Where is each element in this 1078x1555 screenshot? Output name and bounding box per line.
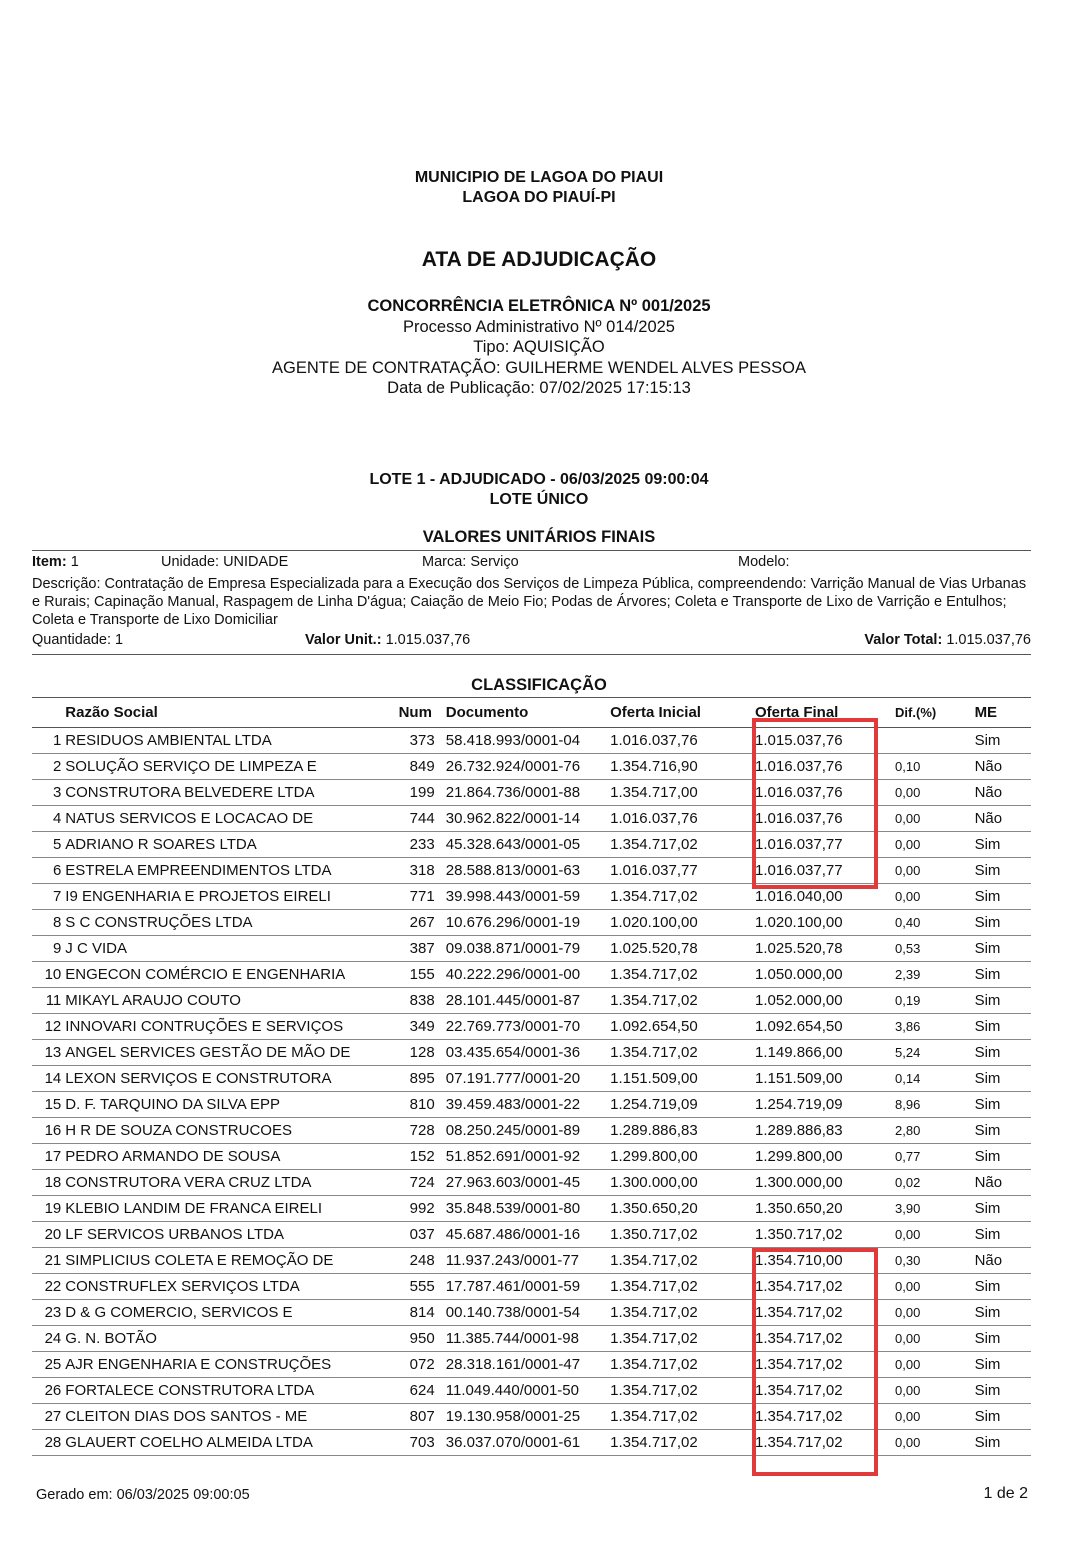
- row-oferta-final: 1.016.037,76: [753, 754, 895, 780]
- col-oferta-inicial: Oferta Inicial: [610, 698, 753, 728]
- row-position: 2: [32, 754, 61, 780]
- row-documento: 00.140.738/0001-54: [446, 1300, 610, 1326]
- row-oferta-inicial: 1.354.717,02: [610, 1300, 753, 1326]
- row-razao-social: D. F. TARQUINO DA SILVA EPP: [61, 1092, 398, 1118]
- row-razao-social: SOLUÇÃO SERVIÇO DE LIMPEZA E: [61, 754, 398, 780]
- row-position: 17: [32, 1144, 61, 1170]
- row-position: 20: [32, 1222, 61, 1248]
- row-oferta-inicial: 1.092.654,50: [610, 1014, 753, 1040]
- row-razao-social: RESIDUOS AMBIENTAL LTDA: [61, 728, 398, 754]
- row-position: 28: [32, 1430, 61, 1456]
- row-razao-social: I9 ENGENHARIA E PROJETOS EIRELI: [61, 884, 398, 910]
- row-razao-social: CONSTRUTORA BELVEDERE LTDA: [61, 780, 398, 806]
- row-dif: [895, 728, 965, 754]
- row-dif: 0,77: [895, 1144, 965, 1170]
- row-num: 373: [399, 728, 446, 754]
- lote-title: LOTE 1 - ADJUDICADO - 06/03/2025 09:00:04: [369, 471, 709, 488]
- row-razao-social: GLAUERT COELHO ALMEIDA LTDA: [61, 1430, 398, 1456]
- table-row: [32, 1092, 1031, 1118]
- table-header-row: [32, 698, 1031, 728]
- row-dif: 0,02: [895, 1170, 965, 1196]
- row-oferta-final: 1.300.000,00: [753, 1170, 895, 1196]
- table-row: [32, 936, 1031, 962]
- item-values: [32, 632, 1031, 650]
- row-oferta-inicial: 1.354.717,02: [610, 1274, 753, 1300]
- row-oferta-inicial: 1.350.717,02: [610, 1222, 753, 1248]
- row-dif: 3,90: [895, 1196, 965, 1222]
- row-dif: 0,19: [895, 988, 965, 1014]
- col-dif: Dif.(%): [895, 698, 965, 728]
- row-dif: 0,00: [895, 780, 965, 806]
- row-position: 15: [32, 1092, 61, 1118]
- row-documento: 21.864.736/0001-88: [446, 780, 610, 806]
- row-position: 19: [32, 1196, 61, 1222]
- row-dif: 3,86: [895, 1014, 965, 1040]
- row-oferta-final: 1.025.520,78: [753, 936, 895, 962]
- row-me: Sim: [965, 1014, 1031, 1040]
- row-me: Sim: [965, 1144, 1031, 1170]
- row-documento: 30.962.822/0001-14: [446, 806, 610, 832]
- table-row: [32, 1040, 1031, 1066]
- row-oferta-final: 1.149.866,00: [753, 1040, 895, 1066]
- col-position: [32, 698, 61, 728]
- row-oferta-inicial: 1.016.037,76: [610, 728, 753, 754]
- row-dif: 0,00: [895, 1274, 965, 1300]
- row-razao-social: ADRIANO R SOARES LTDA: [61, 832, 398, 858]
- row-razao-social: CONSTRUFLEX SERVIÇOS LTDA: [61, 1274, 398, 1300]
- table-row: [32, 884, 1031, 910]
- row-num: 810: [399, 1092, 446, 1118]
- row-position: 10: [32, 962, 61, 988]
- unit-value-label: Valor Unit.:: [305, 632, 382, 648]
- row-num: 849: [399, 754, 446, 780]
- row-position: 27: [32, 1404, 61, 1430]
- row-razao-social: ENGECON COMÉRCIO E ENGENHARIA: [61, 962, 398, 988]
- row-documento: 17.787.461/0001-59: [446, 1274, 610, 1300]
- col-me: ME: [965, 698, 1031, 728]
- municipality-header: [0, 168, 1078, 208]
- row-me: Não: [965, 754, 1031, 780]
- row-razao-social: CONSTRUTORA VERA CRUZ LTDA: [61, 1170, 398, 1196]
- row-documento: 26.732.924/0001-76: [446, 754, 610, 780]
- row-num: 318: [399, 858, 446, 884]
- col-razao-social: Razão Social: [61, 698, 398, 728]
- row-razao-social: SIMPLICIUS COLETA E REMOÇÃO DE: [61, 1248, 398, 1274]
- row-me: Sim: [965, 1352, 1031, 1378]
- row-position: 9: [32, 936, 61, 962]
- row-oferta-inicial: 1.016.037,76: [610, 806, 753, 832]
- row-dif: 0,00: [895, 1404, 965, 1430]
- row-razao-social: H R DE SOUZA CONSTRUCOES: [61, 1118, 398, 1144]
- row-me: Não: [965, 1170, 1031, 1196]
- row-oferta-final: 1.354.710,00: [753, 1248, 895, 1274]
- row-me: Sim: [965, 858, 1031, 884]
- row-num: 072: [399, 1352, 446, 1378]
- row-num: 152: [399, 1144, 446, 1170]
- item-quantity: Quantidade: 1: [32, 632, 124, 648]
- row-dif: 5,24: [895, 1040, 965, 1066]
- row-oferta-final: 1.016.037,77: [753, 832, 895, 858]
- row-oferta-inicial: 1.354.717,02: [610, 884, 753, 910]
- row-oferta-inicial: 1.354.716,90: [610, 754, 753, 780]
- process-info: [0, 296, 1078, 399]
- row-num: 703: [399, 1430, 446, 1456]
- row-documento: 11.937.243/0001-77: [446, 1248, 610, 1274]
- row-documento: 08.250.245/0001-89: [446, 1118, 610, 1144]
- row-oferta-inicial: 1.354.717,00: [610, 780, 753, 806]
- publication-date: Data de Publicação: 07/02/2025 17:15:13: [387, 379, 691, 397]
- row-dif: 2,39: [895, 962, 965, 988]
- row-dif: 0,30: [895, 1248, 965, 1274]
- row-documento: 22.769.773/0001-70: [446, 1014, 610, 1040]
- row-me: Sim: [965, 832, 1031, 858]
- row-dif: 0,00: [895, 1300, 965, 1326]
- row-num: 895: [399, 1066, 446, 1092]
- item-number: [32, 554, 79, 570]
- table-row: [32, 1300, 1031, 1326]
- agente-line: AGENTE DE CONTRATAÇÃO: GUILHERME WENDEL ALVES PESSOA: [272, 358, 806, 377]
- row-oferta-final: 1.354.717,02: [753, 1378, 895, 1404]
- row-razao-social: LEXON SERVIÇOS E CONSTRUTORA: [61, 1066, 398, 1092]
- row-dif: 0,00: [895, 884, 965, 910]
- row-razao-social: ESTRELA EMPREENDIMENTOS LTDA: [61, 858, 398, 884]
- city-name: LAGOA DO PIAUÍ-PI: [462, 189, 616, 206]
- total-value-label: Valor Total:: [864, 632, 943, 648]
- row-num: 814: [399, 1300, 446, 1326]
- row-num: 349: [399, 1014, 446, 1040]
- row-me: Sim: [965, 1196, 1031, 1222]
- item-unidade: Unidade: UNIDADE: [161, 554, 289, 570]
- row-num: 155: [399, 962, 446, 988]
- row-oferta-inicial: 1.350.650,20: [610, 1196, 753, 1222]
- row-position: 16: [32, 1118, 61, 1144]
- row-dif: 0,53: [895, 936, 965, 962]
- row-num: 233: [399, 832, 446, 858]
- row-razao-social: G. N. BOTÃO: [61, 1326, 398, 1352]
- row-documento: 35.848.539/0001-80: [446, 1196, 610, 1222]
- row-me: Sim: [965, 1404, 1031, 1430]
- total-value: [864, 632, 1031, 648]
- row-position: 8: [32, 910, 61, 936]
- row-dif: 0,00: [895, 1378, 965, 1404]
- row-oferta-final: 1.350.717,02: [753, 1222, 895, 1248]
- row-me: Sim: [965, 1040, 1031, 1066]
- row-dif: 0,00: [895, 1430, 965, 1456]
- row-oferta-inicial: 1.354.717,02: [610, 1352, 753, 1378]
- row-oferta-inicial: 1.354.717,02: [610, 1326, 753, 1352]
- row-oferta-final: 1.354.717,02: [753, 1430, 895, 1456]
- highlight-box-bottom: [752, 1248, 878, 1476]
- generated-timestamp: Gerado em: 06/03/2025 09:00:05: [36, 1487, 250, 1503]
- row-documento: 39.459.483/0001-22: [446, 1092, 610, 1118]
- table-row: [32, 1404, 1031, 1430]
- row-me: Sim: [965, 1274, 1031, 1300]
- table-row: [32, 780, 1031, 806]
- table-row: [32, 988, 1031, 1014]
- total-value-amount: 1.015.037,76: [946, 632, 1031, 648]
- row-oferta-inicial: 1.354.717,02: [610, 988, 753, 1014]
- item-marca: Marca: Serviço: [422, 554, 519, 570]
- row-me: Sim: [965, 1118, 1031, 1144]
- row-oferta-final: 1.354.717,02: [753, 1404, 895, 1430]
- row-razao-social: S C CONSTRUÇÕES LTDA: [61, 910, 398, 936]
- row-position: 4: [32, 806, 61, 832]
- table-row: [32, 1274, 1031, 1300]
- row-documento: 11.049.440/0001-50: [446, 1378, 610, 1404]
- row-position: 5: [32, 832, 61, 858]
- row-oferta-inicial: 1.300.000,00: [610, 1170, 753, 1196]
- row-documento: 45.328.643/0001-05: [446, 832, 610, 858]
- row-razao-social: MIKAYL ARAUJO COUTO: [61, 988, 398, 1014]
- row-razao-social: AJR ENGENHARIA E CONSTRUÇÕES: [61, 1352, 398, 1378]
- table-row: [32, 1196, 1031, 1222]
- table-row: [32, 1170, 1031, 1196]
- table-row: [32, 962, 1031, 988]
- row-documento: 28.101.445/0001-87: [446, 988, 610, 1014]
- row-me: Sim: [965, 1430, 1031, 1456]
- row-dif: 0,14: [895, 1066, 965, 1092]
- row-num: 807: [399, 1404, 446, 1430]
- row-documento: 36.037.070/0001-61: [446, 1430, 610, 1456]
- row-me: Sim: [965, 1300, 1031, 1326]
- row-me: Sim: [965, 1378, 1031, 1404]
- item-details: [32, 550, 1031, 655]
- row-oferta-inicial: 1.354.717,02: [610, 1404, 753, 1430]
- row-documento: 03.435.654/0001-36: [446, 1040, 610, 1066]
- unit-value: [305, 632, 470, 648]
- row-position: 23: [32, 1300, 61, 1326]
- row-num: 728: [399, 1118, 446, 1144]
- row-documento: 28.318.161/0001-47: [446, 1352, 610, 1378]
- row-dif: 0,00: [895, 1222, 965, 1248]
- row-oferta-final: 1.052.000,00: [753, 988, 895, 1014]
- table-row: [32, 1144, 1031, 1170]
- row-documento: 11.385.744/0001-98: [446, 1326, 610, 1352]
- table-row: [32, 1118, 1031, 1144]
- page-number: 1 de 2: [983, 1485, 1028, 1502]
- row-oferta-final: 1.016.037,77: [753, 858, 895, 884]
- table-row: [32, 728, 1031, 754]
- row-num: 248: [399, 1248, 446, 1274]
- row-me: Sim: [965, 1092, 1031, 1118]
- row-num: 724: [399, 1170, 446, 1196]
- table-row: [32, 1378, 1031, 1404]
- table-row: [32, 1430, 1031, 1456]
- row-position: 6: [32, 858, 61, 884]
- item-description: Descrição: Contratação de Empresa Especializada para a Execução dos Serviços de Limpeza Pública, compreendendo: Varrição Manual de Vias Urbanas e Rurais; Capinação Manual, Raspagem de Linha D'água; Caiação de Meio Fio; Podas de Árvores; Coleta e Transporte de Lixo de Varrição e Entulhos; Coleta e Transporte de Lixo Domiciliar: [32, 576, 1027, 628]
- row-num: 838: [399, 988, 446, 1014]
- row-me: Sim: [965, 936, 1031, 962]
- row-oferta-inicial: 1.354.717,02: [610, 1040, 753, 1066]
- classification-table: [32, 697, 1031, 1456]
- row-razao-social: FORTALECE CONSTRUTORA LTDA: [61, 1378, 398, 1404]
- row-oferta-final: 1.354.717,02: [753, 1274, 895, 1300]
- row-dif: 0,00: [895, 1352, 965, 1378]
- row-position: 1: [32, 728, 61, 754]
- row-oferta-final: 1.350.650,20: [753, 1196, 895, 1222]
- row-me: Sim: [965, 1222, 1031, 1248]
- row-oferta-inicial: 1.016.037,77: [610, 858, 753, 884]
- row-position: 26: [32, 1378, 61, 1404]
- item-modelo: Modelo:: [738, 554, 790, 570]
- classification-title: CLASSIFICAÇÃO: [471, 676, 607, 694]
- row-oferta-final: 1.151.509,00: [753, 1066, 895, 1092]
- row-position: 12: [32, 1014, 61, 1040]
- row-num: 744: [399, 806, 446, 832]
- row-num: 037: [399, 1222, 446, 1248]
- row-dif: 0,10: [895, 754, 965, 780]
- row-oferta-inicial: 1.354.717,02: [610, 1378, 753, 1404]
- row-oferta-final: 1.016.037,76: [753, 780, 895, 806]
- row-position: 22: [32, 1274, 61, 1300]
- row-oferta-final: 1.050.000,00: [753, 962, 895, 988]
- row-position: 18: [32, 1170, 61, 1196]
- document-title: ATA DE ADJUDICAÇÃO: [421, 248, 657, 271]
- col-documento: Documento: [446, 698, 610, 728]
- row-dif: 2,80: [895, 1118, 965, 1144]
- row-position: 24: [32, 1326, 61, 1352]
- row-oferta-final: 1.020.100,00: [753, 910, 895, 936]
- row-razao-social: PEDRO ARMANDO DE SOUSA: [61, 1144, 398, 1170]
- lote-subtitle: LOTE ÚNICO: [489, 491, 589, 508]
- tipo-line: Tipo: AQUISIÇÃO: [473, 338, 605, 356]
- row-oferta-inicial: 1.354.717,02: [610, 1248, 753, 1274]
- row-documento: 19.130.958/0001-25: [446, 1404, 610, 1430]
- processo-line: Processo Administrativo Nº 014/2025: [402, 317, 675, 336]
- row-documento: 27.963.603/0001-45: [446, 1170, 610, 1196]
- table-row: [32, 1248, 1031, 1274]
- row-position: 21: [32, 1248, 61, 1274]
- row-oferta-final: 1.354.717,02: [753, 1326, 895, 1352]
- item-value: 1: [70, 554, 79, 570]
- row-position: 11: [32, 988, 61, 1014]
- row-razao-social: KLEBIO LANDIM DE FRANCA EIRELI: [61, 1196, 398, 1222]
- lote-header: [0, 470, 1078, 510]
- row-num: 128: [399, 1040, 446, 1066]
- table-row: [32, 858, 1031, 884]
- table-row: [32, 1066, 1031, 1092]
- row-documento: 09.038.871/0001-79: [446, 936, 610, 962]
- row-oferta-inicial: 1.254.719,09: [610, 1092, 753, 1118]
- table-body: [32, 728, 1031, 1456]
- row-oferta-inicial: 1.289.886,83: [610, 1118, 753, 1144]
- row-dif: 8,96: [895, 1092, 965, 1118]
- row-dif: 0,00: [895, 1326, 965, 1352]
- row-dif: 0,00: [895, 832, 965, 858]
- table-row: [32, 1014, 1031, 1040]
- table-row: [32, 910, 1031, 936]
- row-documento: 10.676.296/0001-19: [446, 910, 610, 936]
- row-me: Não: [965, 806, 1031, 832]
- row-documento: 51.852.691/0001-92: [446, 1144, 610, 1170]
- row-position: 14: [32, 1066, 61, 1092]
- row-razao-social: NATUS SERVICOS E LOCACAO DE: [61, 806, 398, 832]
- row-documento: 58.418.993/0001-04: [446, 728, 610, 754]
- row-documento: 40.222.296/0001-00: [446, 962, 610, 988]
- row-oferta-final: 1.016.037,76: [753, 806, 895, 832]
- row-me: Sim: [965, 962, 1031, 988]
- unit-value-amount: 1.015.037,76: [385, 632, 471, 648]
- row-razao-social: INNOVARI CONTRUÇÕES E SERVIÇOS: [61, 1014, 398, 1040]
- row-num: 992: [399, 1196, 446, 1222]
- row-razao-social: ANGEL SERVICES GESTÃO DE MÃO DE: [61, 1040, 398, 1066]
- row-oferta-final: 1.354.717,02: [753, 1300, 895, 1326]
- row-position: 3: [32, 780, 61, 806]
- row-documento: 28.588.813/0001-63: [446, 858, 610, 884]
- row-oferta-final: 1.354.717,02: [753, 1352, 895, 1378]
- row-num: 267: [399, 910, 446, 936]
- row-position: 13: [32, 1040, 61, 1066]
- row-documento: 07.191.777/0001-20: [446, 1066, 610, 1092]
- row-dif: 0,40: [895, 910, 965, 936]
- col-oferta-final: Oferta Final: [753, 698, 895, 728]
- row-oferta-final: 1.016.040,00: [753, 884, 895, 910]
- row-oferta-final: 1.299.800,00: [753, 1144, 895, 1170]
- row-oferta-inicial: 1.354.717,02: [610, 1430, 753, 1456]
- municipality-name: MUNICIPIO DE LAGOA DO PIAUI: [414, 169, 664, 186]
- item-attributes: [32, 552, 1031, 572]
- row-documento: 45.687.486/0001-16: [446, 1222, 610, 1248]
- row-me: Sim: [965, 1326, 1031, 1352]
- row-documento: 39.998.443/0001-59: [446, 884, 610, 910]
- row-razao-social: J C VIDA: [61, 936, 398, 962]
- row-num: 624: [399, 1378, 446, 1404]
- highlight-box-top: [752, 718, 878, 889]
- row-me: Sim: [965, 1066, 1031, 1092]
- table-row: [32, 806, 1031, 832]
- row-oferta-inicial: 1.020.100,00: [610, 910, 753, 936]
- row-razao-social: LF SERVICOS URBANOS LTDA: [61, 1222, 398, 1248]
- row-oferta-inicial: 1.025.520,78: [610, 936, 753, 962]
- row-me: Sim: [965, 988, 1031, 1014]
- row-oferta-final: 1.254.719,09: [753, 1092, 895, 1118]
- row-me: Não: [965, 780, 1031, 806]
- valores-title: VALORES UNITÁRIOS FINAIS: [422, 528, 656, 546]
- row-oferta-inicial: 1.354.717,02: [610, 962, 753, 988]
- row-dif: 0,00: [895, 806, 965, 832]
- row-num: 771: [399, 884, 446, 910]
- row-num: 950: [399, 1326, 446, 1352]
- item-label: Item:: [32, 554, 67, 570]
- row-me: Sim: [965, 728, 1031, 754]
- row-dif: 0,00: [895, 858, 965, 884]
- row-num: 199: [399, 780, 446, 806]
- row-num: 387: [399, 936, 446, 962]
- row-me: Sim: [965, 884, 1031, 910]
- row-razao-social: D & G COMERCIO, SERVICOS E: [61, 1300, 398, 1326]
- row-position: 7: [32, 884, 61, 910]
- table-row: [32, 1222, 1031, 1248]
- row-razao-social: CLEITON DIAS DOS SANTOS - ME: [61, 1404, 398, 1430]
- concorrencia-title: CONCORRÊNCIA ELETRÔNICA Nº 001/2025: [367, 297, 711, 315]
- row-oferta-inicial: 1.354.717,02: [610, 832, 753, 858]
- row-oferta-inicial: 1.299.800,00: [610, 1144, 753, 1170]
- table-row: [32, 1352, 1031, 1378]
- row-position: 25: [32, 1352, 61, 1378]
- table-row: [32, 754, 1031, 780]
- row-me: Não: [965, 1248, 1031, 1274]
- row-num: 555: [399, 1274, 446, 1300]
- table-row: [32, 1326, 1031, 1352]
- row-me: Sim: [965, 910, 1031, 936]
- row-oferta-inicial: 1.151.509,00: [610, 1066, 753, 1092]
- col-num: Num: [399, 698, 446, 728]
- row-oferta-final: 1.289.886,83: [753, 1118, 895, 1144]
- row-oferta-final: 1.092.654,50: [753, 1014, 895, 1040]
- table-row: [32, 832, 1031, 858]
- row-oferta-final: 1.015.037,76: [753, 728, 895, 754]
